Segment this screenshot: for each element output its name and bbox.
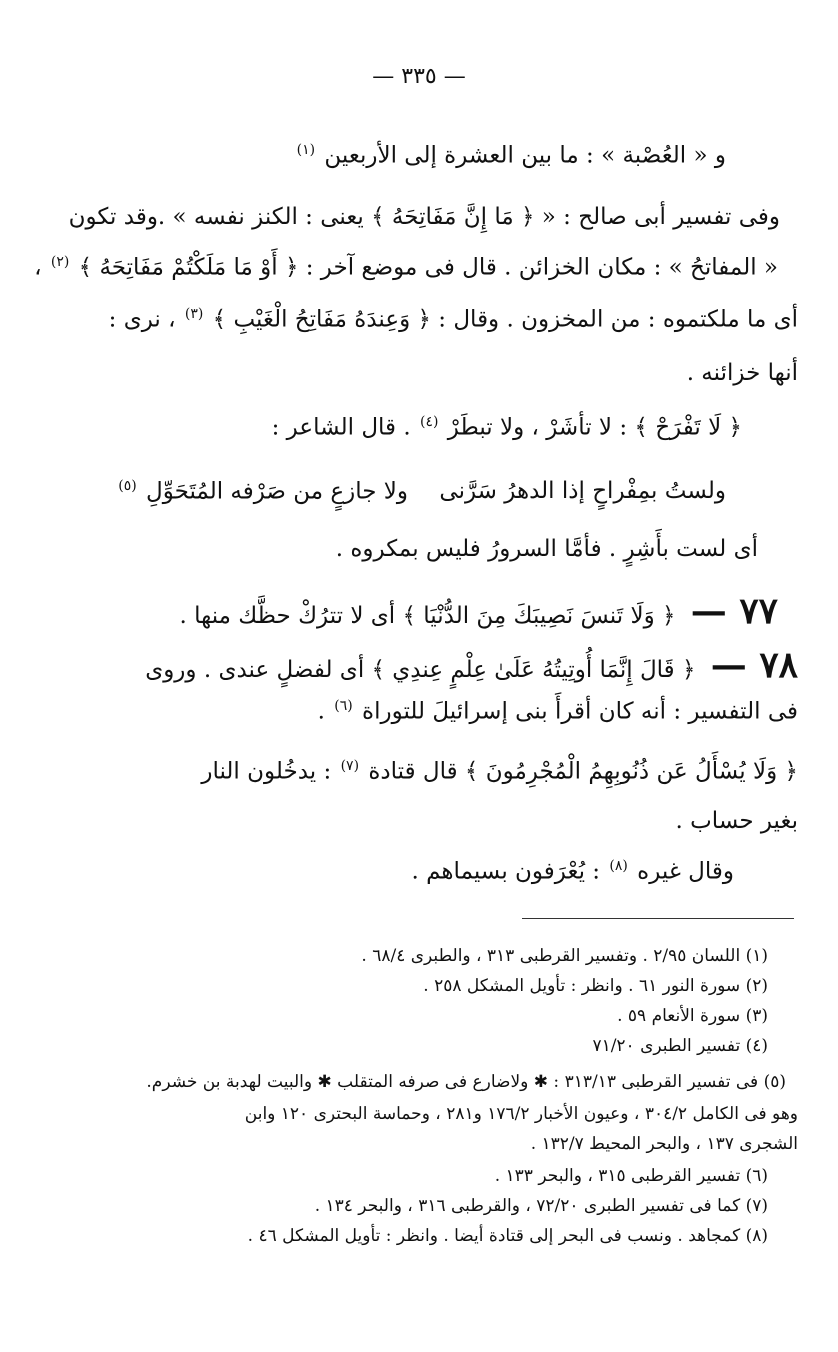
body-line-3 [34,254,778,282]
body-text: أى ما ملكتموه : من المخزون . وقال : ﴿ وَعِندَهُ مَفَاتِحُ الْغَيْبِ ﴾ [212,306,798,333]
body-text: أنها خزائنه . [686,360,798,386]
verse-number: ٧٨ — [710,644,798,686]
footnote-3: (٣) سورة الأنعام ٥٩ . [617,1006,768,1026]
body-line-11 [318,698,798,726]
body-line-8 [336,536,758,564]
body-text: ﴿ وَلَا تَنسَ نَصِيبَكَ مِنَ الدُّنْيَا ﴾ أى لا تترُكْ حظَّك منها . [179,603,676,629]
footnote-1: (١) اللسان ٢/٩٥ . وتفسير القرطبى ٣١٣ ، والطبرى ٦٨/٤ . [361,946,768,966]
footnote-divider [522,918,794,919]
verse-77 [179,590,778,633]
body-line-6 [272,414,742,442]
body-line-14 [412,858,735,886]
footnote-ref: (٨) [609,858,628,874]
body-text: . [317,698,325,725]
body-text: ، نرى : [108,306,176,333]
body-text: و « العُصْبة » : ما بين العشرة إلى الأربعين [324,142,726,169]
footnote-5-continued: وهو فى الكامل ٣٠٤/٢ ، وعيون الأخبار ١٧٦/٢ و٢٨١ ، وحماسة البحترى ١٢٠ وابن [244,1104,798,1124]
footnote-ref: (٥) [118,478,137,494]
page-number: — ٣٣٥ — [372,64,466,89]
footnote-2: (٢) سورة النور ٦١ . وانظر : تأويل المشكل ٢٥٨ . [423,976,768,996]
footnote-ref: (٣) [184,306,204,322]
body-text: ﴿ وَلَا يُسْأَلُ عَن ذُنُوبِهِمُ الْمُجْرِمُونَ ﴾ قال قتادة [368,758,798,785]
footnote-6: (٦) تفسير القرطبى ٣١٥ ، والبحر ١٣٣ . [494,1166,768,1186]
body-line-5 [687,360,798,388]
footnote-ref: (٤) [419,414,439,430]
verse-number: ٧٧ — [690,590,778,632]
body-text: وقال غيره [637,858,734,885]
footnote-5-continued: الشجرى ١٣٧ ، والبحر المحيط ١٣٢/٧ . [530,1134,798,1154]
footnote-5: (٥) فى تفسير القرطبى ٣١٣/١٣ : ✱ ولاضارع فى صرفه المتقلب ✱ والبيت لهدبة بن خشرم. [146,1072,786,1092]
body-text: ﴿ قَالَ إِنَّمَا أُوتِيتُهُ عَلَىٰ عِلْمٍ عِندِي ﴾ أى لفضلٍ عندى . وروى [145,657,696,683]
footnote-8: (٨) كمجاهد . ونسب فى البحر إلى قتادة أيضا . وانظر : تأويل المشكل ٤٦ . [247,1226,768,1246]
body-text: « المفاتحُ » : مكان الخزائن . قال فى موضع آخر : ﴿ أَوْ مَا مَلَكْتُمْ مَفَاتِحَهُ ﴾ [78,254,778,281]
body-line-12 [201,758,798,786]
body-text: وفى تفسير أبى صالح : « ﴿ مَا إِنَّ مَفَاتِحَهُ ﴾ يعنى : الكنز نفسه » .وقد تكون [68,204,780,230]
verse-78 [145,644,798,687]
footnote-ref: (٧) [340,758,360,774]
footnote-ref: (١) [296,142,316,158]
body-text: فى التفسير : أنه كان أقرأَ بنى إسرائيلَ للتوراة [362,698,798,725]
poem-hemistich-first [439,478,726,506]
body-text: بغير حساب . [675,808,798,834]
body-line-13 [676,808,798,836]
body-text: ﴿ لَا تَفْرَحْ ﴾ : لا تأشَرْ ، ولا تبطَرْ [447,414,742,441]
body-text: . قال الشاعر : [271,414,411,441]
body-line-4 [109,306,798,334]
footnote-ref: (٦) [334,698,353,714]
footnote-ref: (٢) [50,254,70,270]
body-text: : يُعْرَفون بسيماهم . [411,858,601,885]
footnote-7: (٧) كما فى تفسير الطبرى ٧٢/٢٠ ، والقرطبى ٣١٦ ، والبحر ١٣٤ . [314,1196,768,1216]
body-text: : يدخُلون النار [201,758,332,785]
footnote-4: (٤) تفسير الطبرى ٧١/٢٠ [592,1036,768,1056]
body-line-2 [69,204,780,232]
poem-text: ولستُ بمِفْراحٍ إذا الدهرُ سَرَّنى [439,478,726,504]
poem-hemistich-second [116,478,408,506]
body-text: أى لست بأَشِرٍ . فأمَّا السرورُ فليس بمكروه . [335,536,758,562]
body-line-1 [295,142,726,170]
poem-text: ولا جازعٍ من صَرْفه المُتَحَوِّلِ [146,478,408,505]
body-text: ، [34,254,42,281]
